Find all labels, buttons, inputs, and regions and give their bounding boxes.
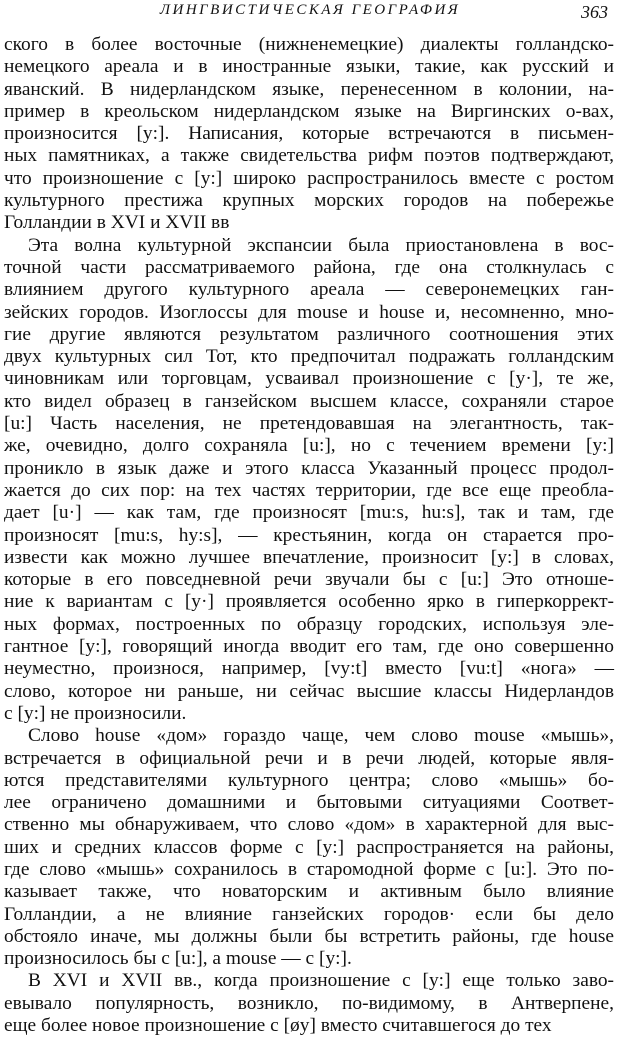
text-line: слово, которое ни раньше, ни сейчас высшие классы Нидерландов [4,680,614,702]
text-line: зейских городов. Изоглоссы для mouse и house и, несомненно, мно- [4,301,614,323]
text-line: встречается в официальной речи и в речи людей, которые явля- [4,747,614,769]
text-line: Голландии в XVI и XVII вв [4,212,230,234]
page-header [8,2,612,26]
text-line: обстояло иначе, мы должны были бы встретить районы, где house [4,925,614,947]
paragraph [4,34,614,235]
text-line: культурного престижа крупных морских городов на побережье [4,190,614,212]
text-line: гие другие являются результатом различного соотношения этих [4,323,614,345]
text-line: произносилось бы с [u:], а mouse — с [y:]. [4,948,352,970]
text-line: влиянием другого культурного ареала — северонемецких ган- [4,279,614,301]
text-line: лее ограничено домашними и бытовыми ситуациями Соответ- [4,792,614,814]
text-line: В XVI и XVII вв., когда произношение с [y:] еще только заво- [28,970,614,992]
paragraph [4,725,614,970]
text-line: ственно мы обнаруживаем, что слово «дом» в характерной для выс- [4,814,614,836]
text-line: произносится [y:]. Написания, которые встречаются в письмен- [4,123,614,145]
text-line: что произношение с [y:] широко распространилось вместе с ростом [4,167,614,189]
text-line: двух культурных сил Тот, кто предпочитал подражать голландским [4,346,614,368]
text-line: Слово house «дом» гораздо чаще, чем слово mouse «мышь», [28,725,614,747]
text-line: пример в креольском нидерландском языке на Виргинских о-вах, [4,100,614,122]
text-line: ние к вариантам с [y·] проявляется особенно ярко в гиперкоррект- [4,591,614,613]
text-line: кто видел образец в ганзейском высшем классе, сохраняли старое [4,390,614,412]
text-line: проникло в язык даже и этого класса Указанный процесс продол- [4,457,614,479]
text-line: еще более новое произношение с [øy] вместо считавшегося до тех [4,1015,552,1037]
text-line: произносят [mu:s, hy:s], — крестьянин, когда он старается про- [4,524,614,546]
text-line: с [y:] не произносили. [4,702,187,724]
text-line: точной части рассматриваемого района, где она столкнулась с [4,256,614,278]
paragraph [4,235,614,726]
text-line: яванский. В нидерландском языке, перенесенном в колонии, на- [4,78,614,100]
text-line: чиновникам или торговцам, усваивал произношение с [y·], те же, [4,368,614,390]
text-line: где слово «мышь» сохранилось в старомодной форме с [u:]. Это по- [4,858,614,880]
paragraph [4,970,614,1037]
text-line: ших и средних классов форме с [y:] распространяется на районы, [4,836,614,858]
running-title: ЛИНГВИСТИЧЕСКАЯ ГЕОГРАФИЯ [159,2,461,18]
text-line: казывает также, что новаторским и активным было влияние [4,881,614,903]
text-line: [u:] Часть населения, не претендовавшая на элегантность, так- [4,413,614,435]
text-line: неуместно, произнося, например, [vy:t] вместо [vu:t] «нога» — [4,658,614,680]
text-line: же, очевидно, долго сохраняла [u:], но с течением времени [y:] [4,435,614,457]
text-line: жается до сих пор: на тех частях территории, где все еще преобла- [4,479,614,501]
text-line: которые в его повседневной речи звучали бы с [u:] Это отноше- [4,569,614,591]
text-line: евывало популярность, возникло, по-видимому, в Антверпене, [4,992,614,1014]
text-line: гантное [y:], говорящий иногда вводит его там, где оно совершенно [4,636,614,658]
text-line: извести как можно лучшее впечатление, произносит [y:] в словах, [4,546,614,568]
text-line: ных формах, построенных по образцу городских, используя эле- [4,613,614,635]
text-line: Эта волна культурной экспансии была приостановлена в вос- [28,234,614,256]
text-line: дает [u·] — как там, где произносят [mu:s, hu:s], так и там, где [4,502,614,524]
text-line: ются представителями культурного центра; слово «мышь» бо- [4,769,614,791]
text-line: немецкого ареала и в иностранные языки, такие, как русский и [4,56,614,78]
text-line: Голландии, а не влияние ганзейских городов· если бы дело [4,903,614,925]
text-line: ных памятниках, а также свидетельства рифм поэтов подтверждают, [4,145,614,167]
text-line: ского в более восточные (нижненемецкие) диалекты голландско- [4,34,614,55]
page-number: 363 [581,2,608,22]
page-body-text [4,34,614,1037]
